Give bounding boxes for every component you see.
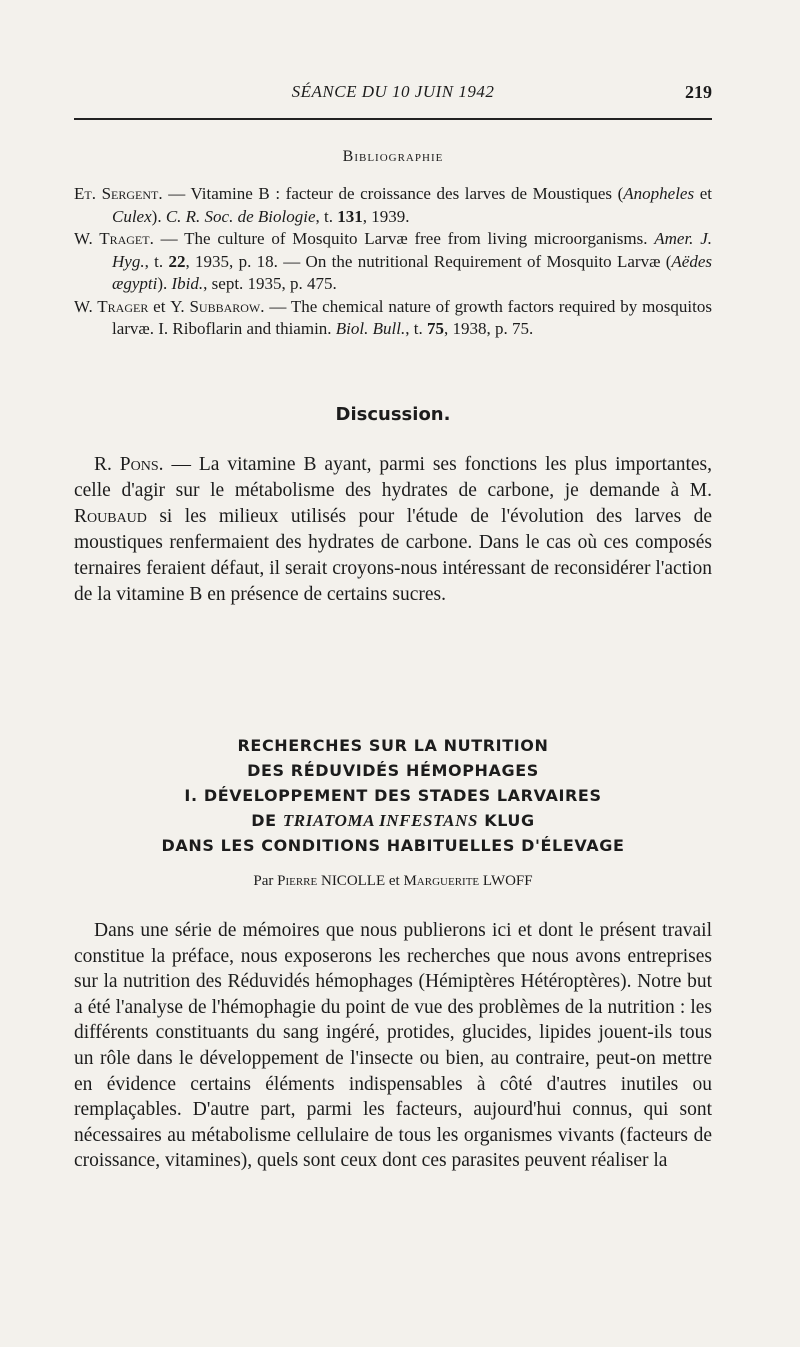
reference-text: ). [151, 206, 166, 226]
title-text: KLUG [478, 811, 535, 830]
reference-italic: Anopheles [623, 184, 695, 203]
reference-author: Et. Sergent. [74, 184, 163, 203]
article-title [74, 733, 712, 858]
reference-volume: 131 [337, 206, 363, 226]
discussion-text: si les milieux utilisés pour l'étude de l'évolution des larves de moustiques renfermaient des hydrates de carbone. Dans le cas où ces composés ternaires feraient défaut, il serait croyons-nous intéressant de reconsidérer l'action de la vitamine B en présence de certains sucres. [74, 506, 712, 605]
title-line [74, 808, 712, 833]
reference-italic: Aëdes ægypti [112, 251, 712, 293]
reference-text: , sept. 1935, p. 475. [203, 274, 337, 293]
bibliography-list [74, 183, 712, 341]
reference-text: , 1938, p. 75. [443, 319, 534, 338]
author-firstname: Marguerite [403, 873, 480, 889]
discussion-text: — La vitamine B ayant, parmi ses fonctions les plus importantes, celle d'agir sur le métabolisme des hydrates de carbone, je demande à M. [74, 454, 713, 501]
reference-item [74, 183, 712, 228]
reference-text: — Vitamine B : facteur de croissance des larves de Moustiques ( [162, 184, 624, 203]
reference-text: , 1939. [362, 206, 410, 226]
reference-text: ). [157, 274, 172, 293]
reference-volume: 22 [168, 251, 186, 271]
reference-italic: Culex [112, 206, 152, 226]
reference-journal: Amer. J. Hyg. [112, 229, 713, 271]
title-line: RECHERCHES SUR LA NUTRITION [237, 736, 549, 755]
reference-journal: Biol. Bull. [335, 319, 406, 338]
author-surname: NICOLLE [317, 873, 386, 889]
reference-journal: C. R. Soc. de Biologie [165, 206, 316, 226]
reference-author: W. Trager [74, 296, 149, 316]
author-firstname: Pierre [277, 873, 318, 889]
discussion-paragraph [74, 452, 712, 608]
reference-item [74, 228, 712, 296]
species-name: TRIATOMA INFESTANS [282, 811, 479, 830]
reference-author: W. Traget. [74, 229, 154, 248]
reference-text: , 1935, p. 18. — On the nutritional Requirement of Mosquito Larvæ ( [185, 251, 672, 271]
byline-text: et [385, 873, 404, 889]
reference-author: Y. Subbarow. [170, 296, 265, 316]
reference-text: , t. [144, 251, 169, 271]
discussion-heading: Discussion. [335, 404, 451, 425]
article-body-paragraph: Dans une série de mémoires que nous publierons ici et dont le présent travail constitue la préface, nous exposerons les recherches que nous avons entreprises sur la nutrition des Réduvidés hémophages (Hémiptères Hétéroptères). Notre but a été l'analyse de l'hémophagie du point de vue des problèmes de la nutrition : les différents constituants du sang ingéré, protides, glucides, lipides jouent-ils tous un rôle dans le développement de l'insecte ou bien, au contraire, peut-on mettre en évidence certains éléments indispensables à côté d'autres inutiles ou remplaçables. D'autre part, parmi les facteurs, aujourd'hui connus, qui sont nécessaires au métabolisme cellulaire de tous les organismes vivants (facteurs de croissance, vitamines), quels sont ceux dont ces parasites peuvent réaliser la [74, 920, 712, 1172]
reference-text: — The chemical nature of growth factors required by mosquitos larvæ. I. Riboflarin and thiamin. [112, 296, 712, 338]
header-rule [74, 118, 712, 120]
author-surname: LWOFF [479, 873, 533, 889]
cited-name: Roubaud [74, 506, 147, 527]
reference-text: et [148, 296, 171, 316]
discussion-author: R. Pons. [94, 454, 164, 475]
reference-volume: 75 [426, 319, 444, 338]
reference-text: et [694, 184, 712, 203]
reference-text: — The culture of Mosquito Larvæ free from living microorganisms. [153, 229, 655, 248]
running-title: SÉANCE DU 10 JUIN 1942 [291, 82, 495, 101]
reference-item [74, 296, 712, 341]
page-number: 219 [685, 82, 712, 102]
title-line: DANS LES CONDITIONS HABITUELLES D'ÉLEVAGE [161, 836, 625, 855]
reference-text: , t. [405, 319, 427, 338]
title-line: DES RÉDUVIDÉS HÉMOPHAGES [247, 761, 539, 780]
page-header [74, 82, 712, 122]
byline-text: Par [253, 873, 278, 889]
title-text: DE [251, 811, 283, 830]
title-line: I. DÉVELOPPEMENT DES STADES LARVAIRES [184, 786, 602, 805]
bibliography-heading: Bibliographie [342, 148, 444, 165]
byline [74, 873, 712, 890]
reference-text: , t. [315, 206, 338, 226]
reference-journal: Ibid. [171, 274, 204, 293]
